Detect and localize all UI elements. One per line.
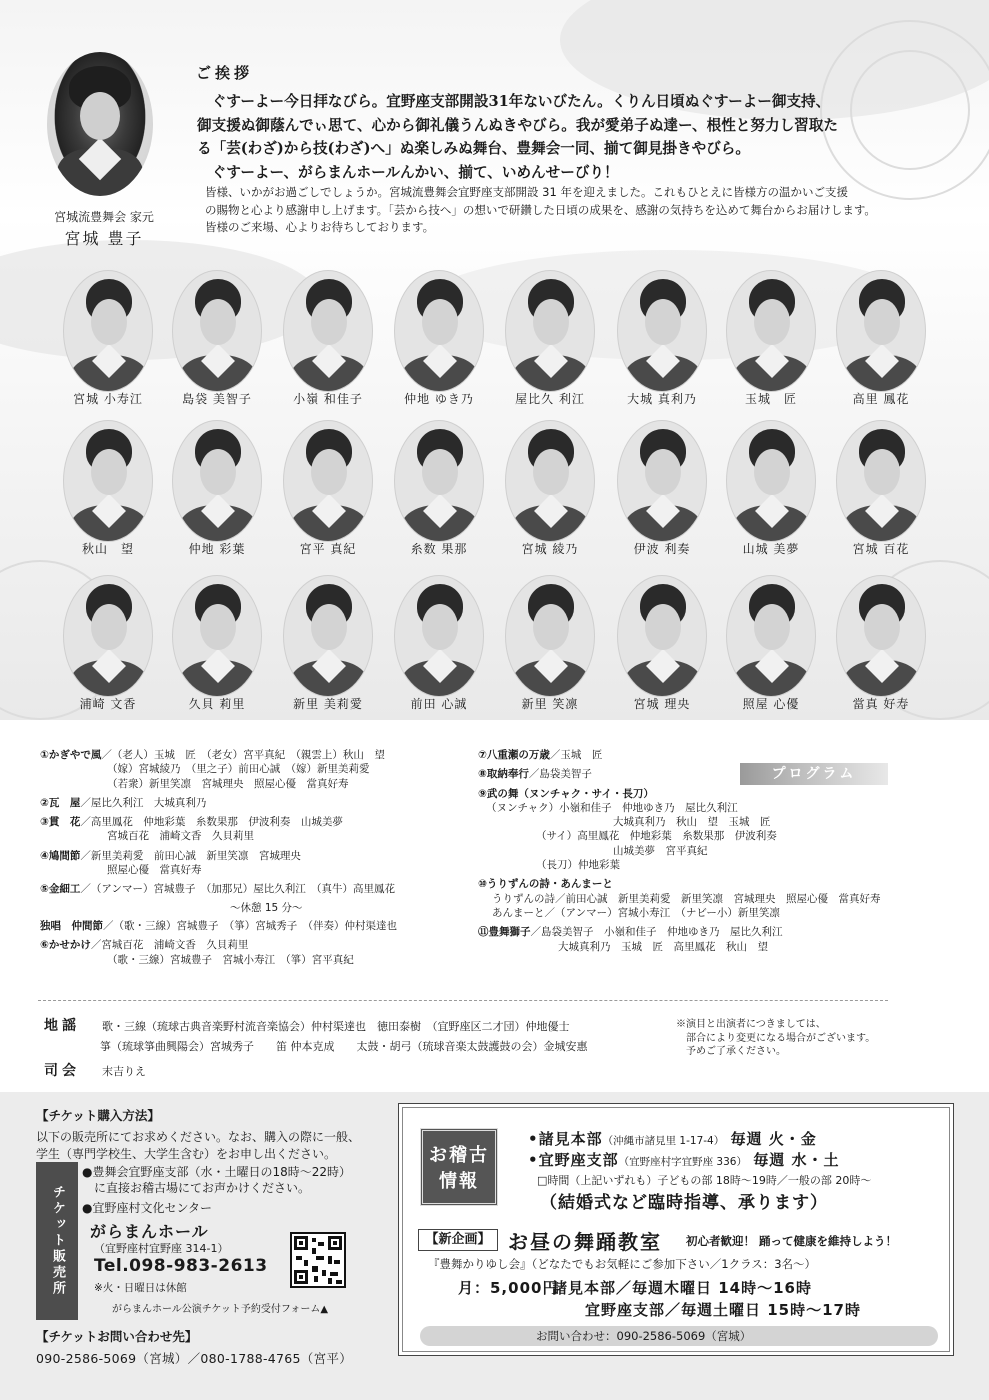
ticket-outlets: ●豊舞会宜野座支部（水・土曜日の18時〜22時） に直接お稽古場にてお声かけください。 ●宜野座村文化センター	[82, 1165, 352, 1215]
program-line: 山城美夢 宮平真紀	[613, 844, 708, 857]
iemoto-title: 宮城流豊舞会 家元	[54, 210, 154, 224]
program-item: ⑤金細工／（アンマー）宮城豊子 （加那兄）屋比久利江 （真牛）高里鳳花	[40, 883, 395, 896]
performer-photo	[505, 575, 595, 697]
iemoto-photo	[47, 52, 153, 196]
performer-name: 浦崎 文香	[79, 697, 137, 711]
performer-photo	[283, 270, 373, 392]
performer-name: 前田 心誠	[410, 697, 468, 711]
program-line: 宮城百花 浦崎文香 久貝莉里	[107, 830, 254, 843]
program-line: （サイ）高里鳳花 仲地彩葉 糸数果那 伊波利奏	[536, 830, 777, 843]
new-plan-class-hq: 諸見本部／毎週木曜日 14時〜16時	[552, 1279, 812, 1297]
program-line: （長刀）仲地彩葉	[536, 859, 620, 872]
performer-photo	[617, 575, 707, 697]
performer-name: 大城 真利乃	[627, 392, 697, 406]
program-item: ③貫 花／高里鳳花 仲地彩葉 糸数果那 伊波利奏 山城美夢	[40, 816, 343, 829]
performer-name: 秋山 望	[81, 542, 134, 556]
performer-name: 高里 鳳花	[852, 392, 910, 406]
program-left-column	[40, 748, 397, 967]
performer-photo	[394, 270, 484, 392]
performer-name: 宮城 綾乃	[521, 542, 579, 556]
ticket-form-link[interactable]: がらまんホール公演チケット予約受付フォーム▲	[112, 1304, 329, 1315]
ticket-outlet-label: チケット販売所	[36, 1162, 78, 1320]
hall-name: がらまんホール	[90, 1222, 209, 1241]
new-plan-subtitle: 初心者歓迎！ 踊って健康を維持しよう！	[686, 1234, 898, 1248]
lesson-hq: •諸見本部（沖縄市諸見里 1-17-4） 毎週 火・金	[528, 1130, 817, 1148]
performer-name: 新里 美莉愛	[293, 697, 363, 711]
program-item: ⑪豊舞獅子／島袋美智子 小嶺和佳子 仲地ゆき乃 屋比久利江	[478, 926, 783, 939]
jiutai-label: 地謡	[44, 1018, 80, 1034]
program-line: うりずんの詩／前田心誠 新里美莉愛 新里笑凛 宮城理央 照屋心優 當真好寿	[492, 892, 881, 905]
performer-name: 島袋 美智子	[182, 392, 252, 406]
lesson-contact[interactable]: お問い合わせ：090-2586-5069（宮城）	[536, 1329, 752, 1343]
jiutai-block	[44, 1016, 588, 1082]
performer-name: 宮城 理央	[633, 697, 691, 711]
program-line: あんまーと／（アンマー）宮城小寿江 （ナビー小）新里笑凛	[492, 906, 780, 919]
greeting-heading: ご挨拶	[196, 64, 254, 82]
performer-photo	[63, 270, 153, 392]
hall-tel[interactable]: Tel.098-983-2613	[94, 1256, 268, 1276]
performer-name: 仲地 彩葉	[188, 542, 246, 556]
performer-name: 屋比久 利江	[515, 392, 585, 406]
lesson-info-tag: お稽古 情報	[420, 1128, 498, 1206]
lesson-special: （結婚式など臨時指導、承ります）	[540, 1193, 828, 1213]
ticket-inquiry-heading: 【チケットお問い合わせ先】	[36, 1329, 198, 1344]
performer-photo	[726, 575, 816, 697]
performer-name: 玉城 匠	[744, 392, 797, 406]
lesson-times: □時間（上記いずれも）子どもの部 18時〜19時／一般の部 20時〜	[537, 1174, 872, 1187]
performer-name: 宮城 百花	[852, 542, 910, 556]
program-item: ①かぎやで風／（老人）玉城 匠 （老女）宮平真紀 （親雲上）秋山 望	[40, 749, 385, 761]
performer-photo	[283, 575, 373, 697]
ticket-heading: 【チケット購入方法】	[36, 1108, 160, 1123]
new-plan-fee: 月：5,000円	[458, 1279, 559, 1297]
performer-name: 照屋 心優	[742, 697, 800, 711]
performer-photo	[283, 420, 373, 542]
performer-name: 伊波 利奏	[633, 542, 691, 556]
hall-closed: ※火・日曜日は休館	[94, 1282, 187, 1294]
program-item: ④鳩間節／新里美莉愛 前田心誠 新里笑凛 宮城理央	[40, 849, 301, 862]
iemoto-name: 宮城 豊子	[64, 229, 144, 248]
performer-name: 久貝 莉里	[188, 697, 246, 711]
program-item: ⑨武の舞（ヌンチャク・サイ・長刀）	[478, 787, 654, 800]
performer-photo	[172, 270, 262, 392]
program-right-column	[478, 748, 881, 954]
performer-name: 糸数 果那	[410, 542, 468, 556]
greeting-okinawan-text: ぐすーよー今日拝なびら。宜野座支部開設31年ないびたん。くりん日頃ぬぐすーよー御支持、 御支援ぬ御蔭んでぃ思て、心から御礼儀うんぬきやびら。我が愛弟子ぬ達ー、根性と努力し習取た る「芸(わざ)から技(わざ)へ」ぬ楽しみぬ舞台、豊舞会一同、揃て御見掛きやびら。 ぐすーよー、がらまんホールんかい、揃て、いめんせーびり！	[197, 93, 838, 181]
performer-photo	[836, 420, 926, 542]
hall-address: （宜野座村宜野座 314-1）	[94, 1242, 229, 1255]
cloud-decoration	[0, 240, 320, 360]
performer-photo	[617, 420, 707, 542]
program-item: ⑩うりずんの詩・あんまーと	[478, 878, 613, 891]
divider	[38, 1000, 888, 1001]
performer-name: 宮城 小寿江	[73, 392, 143, 406]
program-line: （若衆）新里笑凛 宮城理央 照屋心優 當真好寿	[107, 777, 349, 790]
performer-photo	[836, 575, 926, 697]
mc-label: 司会	[44, 1063, 80, 1079]
lesson-branch: •宜野座支部（宜野座村字宜野座 336） 毎週 水・土	[528, 1151, 840, 1169]
performer-photo	[505, 420, 595, 542]
program-item: ②瓦 屋／屋比久利江 大城真利乃	[40, 796, 207, 809]
performer-name: 當真 好寿	[852, 697, 910, 711]
performer-photo	[726, 420, 816, 542]
change-note: ※演目と出演者につきましては、 部合により変更になる場合がございます。 予めご了承ください。	[676, 1019, 876, 1057]
ticket-inquiry-tel[interactable]: 090-2586-5069（宮城）／080-1788-4765（宮平）	[36, 1351, 353, 1366]
mc-name: 末吉りえ	[102, 1065, 146, 1078]
program-line: （嫁）宮城綾乃 （里之子）前田心誠 （嫁）新里美莉愛	[107, 763, 370, 776]
performer-photo	[617, 270, 707, 392]
program-line: 大城真利乃 秋山 望 玉城 匠	[613, 816, 771, 829]
program-line: 大城真利乃 玉城 匠 高里鳳花 秋山 望	[558, 940, 768, 953]
program-line: 照屋心優 當真好寿	[107, 864, 202, 877]
new-plan-description: 『豊舞かりゆし会』（どなたでもお気軽にご参加下さい／1クラス：3名〜）	[428, 1257, 817, 1271]
program-item: 独唱 仲間節／（歌・三線）宮城豊子 （箏）宮城秀子 （伴奏）仲村渠達也	[40, 919, 397, 932]
program-badge: プログラム	[740, 763, 888, 785]
performer-photo	[172, 420, 262, 542]
performer-photo	[172, 575, 262, 697]
performer-photo	[63, 575, 153, 697]
new-plan-title: お昼の舞踊教室	[508, 1230, 662, 1254]
qr-code-icon[interactable]	[290, 1232, 346, 1288]
performer-name: 仲地 ゆき乃	[404, 392, 474, 406]
performer-photo	[63, 420, 153, 542]
intermission: 〜休憩 15 分〜	[230, 901, 303, 914]
performer-photo	[394, 575, 484, 697]
program-line: （歌・三線）宮城豊子 宮城小寿江 （箏）宮平真紀	[107, 953, 354, 966]
jiutai-line: 歌・三線（琉球古典音楽野村流音楽協会）仲村渠達也 徳田泰樹 （宜野座区二才団）仲地優士	[102, 1020, 570, 1033]
performer-photo	[836, 270, 926, 392]
program-item: ⑦八重瀬の万歳／玉城 匠	[478, 749, 603, 761]
program-item: ⑧取納奉行／島袋美智子	[478, 768, 592, 781]
program-item: ⑥かせかけ／宮城百花 浦崎文香 久貝莉里	[40, 939, 249, 952]
performer-name: 宮平 真紀	[299, 542, 357, 556]
performer-name: 山城 美夢	[742, 542, 800, 556]
ticket-intro: 以下の販売所にてお求めください。なお、購入の際に一般、 学生（専門学校生、大学生含む）をお申し出ください。	[36, 1130, 361, 1161]
jiutai-line: 箏（琉球箏曲興陽会）宮城秀子 笛 仲本克成 太鼓・胡弓（琉球音楽太鼓護鼓の会）金城安惠	[100, 1040, 588, 1053]
performer-photo	[394, 420, 484, 542]
performer-name: 小嶺 和佳子	[293, 392, 363, 406]
new-plan-tag: 【新企画】	[418, 1229, 498, 1251]
program-line: （ヌンチャク）小嶺和佳子 仲地ゆき乃 屋比久利江	[486, 801, 738, 814]
performer-name: 新里 笑凛	[521, 697, 579, 711]
greeting-standard-text: 皆様、いかがお過ごしでしょうか。宮城流豊舞会宜野座支部開設 31 年を迎えました。これもひとえに皆様方の温かいご支援 の賜物と心より感謝申し上げます。「芸から技へ」の想いで研鑽した日頃の成果を、感謝の気持ちを込めて舞台からお届けします。 皆様のご来場、心よりお待ちしております。	[205, 185, 876, 234]
new-plan-class-branch: 宜野座支部／毎週土曜日 15時〜17時	[585, 1301, 861, 1319]
performer-photo	[726, 270, 816, 392]
performer-photo	[505, 270, 595, 392]
